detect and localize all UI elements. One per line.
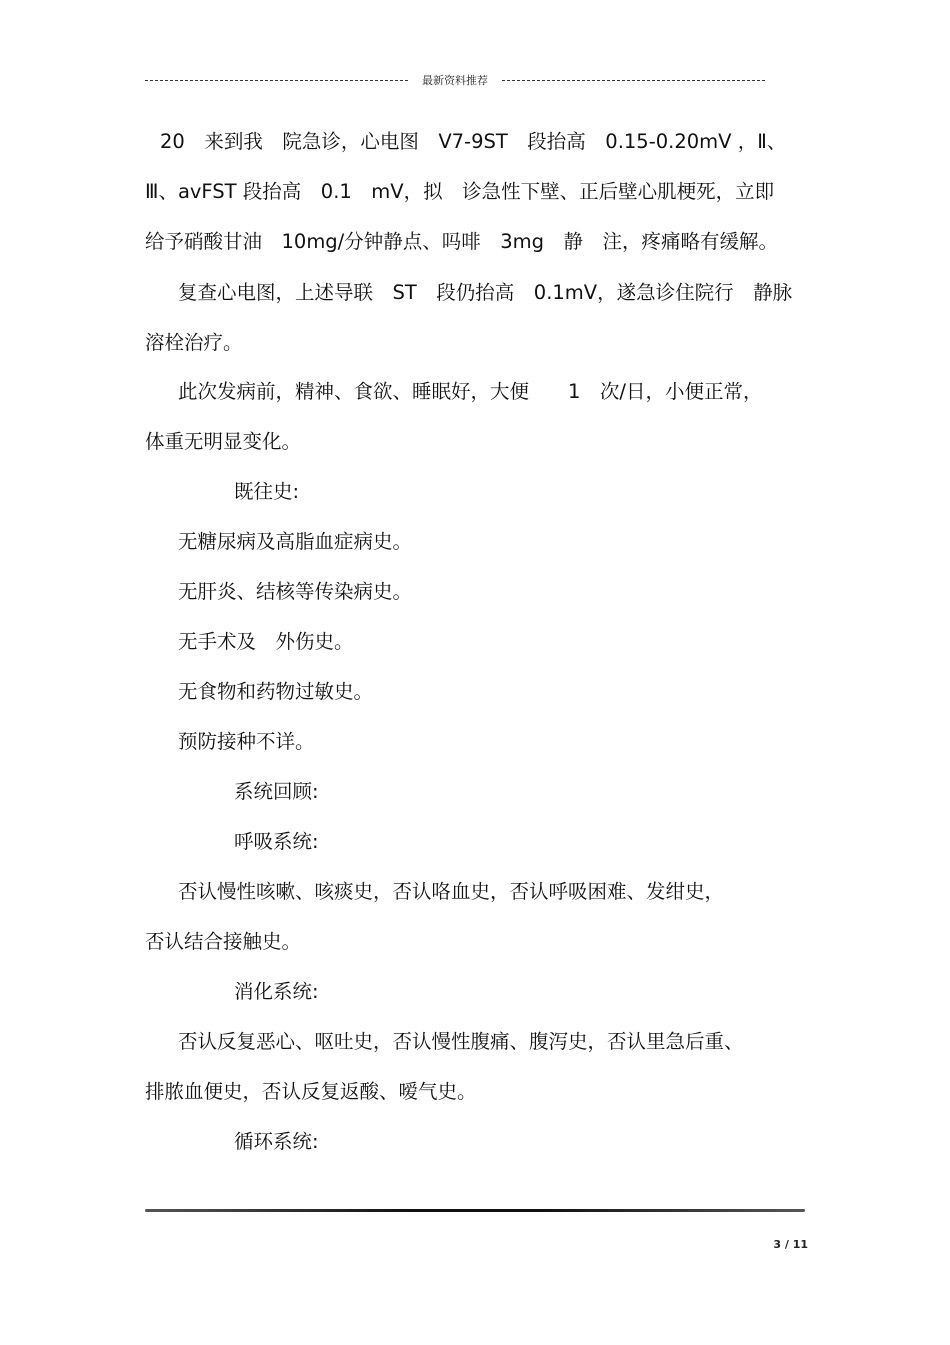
text-line: 体重无明显变化。	[145, 430, 302, 453]
text-line: 溶栓治疗。	[145, 331, 243, 354]
text-line: 预防接种不详。	[178, 730, 315, 753]
footer-divider	[145, 1209, 805, 1212]
text-line: 无食物和药物过敏史。	[178, 680, 374, 703]
section-heading: 循环系统:	[234, 1130, 319, 1153]
text-line: 否认结合接触史。	[145, 930, 302, 953]
section-heading: 系统回顾:	[234, 780, 319, 803]
text-line: 否认慢性咳嗽、咳痰史，否认咯血史，否认呼吸困难、发绀史，	[178, 880, 725, 903]
text-line: 无手术及 外伤史。	[178, 630, 354, 653]
page-header	[145, 72, 765, 88]
section-heading: 呼吸系统:	[234, 830, 319, 853]
text-line: 排脓血便史，否认反复返酸、嗳气史。	[145, 1080, 477, 1103]
text-line: 无肝炎、结核等传染病史。	[178, 580, 413, 603]
text-line: 否认反复恶心、呕吐史，否认慢性腹痛、腹泻史，否认里急后重、	[178, 1030, 744, 1053]
text-line: 复查心电图，上述导联 ST 段仍抬高 0.1mV，遂急诊住院行 静脉	[178, 281, 793, 304]
text-line: 无糖尿病及高脂血症病史。	[178, 530, 413, 553]
text-line: 20 来到我 院急诊，心电图 V7-9ST 段抬高 0.15-0.20mV ，Ⅱ、	[160, 130, 787, 153]
header-dash-left	[145, 80, 408, 81]
text-line: 给予硝酸甘油 10mg/分钟静点、吗啡 3mg 静 注，疼痛略有缓解。	[145, 230, 779, 253]
section-heading: 既往史:	[234, 480, 300, 503]
page-number: 3 / 11	[773, 1238, 808, 1251]
text-line: 此次发病前，精神、食欲、睡眠好，大便 1 次/日，小便正常，	[178, 380, 763, 403]
text-line: Ⅲ、avFST 段抬高 0.1 mV，拟 诊急性下壁、正后壁心肌梗死，立即	[145, 180, 775, 203]
header-dash-right	[502, 80, 765, 81]
section-heading: 消化系统:	[234, 980, 319, 1003]
header-title: 最新资料推荐	[422, 74, 488, 87]
